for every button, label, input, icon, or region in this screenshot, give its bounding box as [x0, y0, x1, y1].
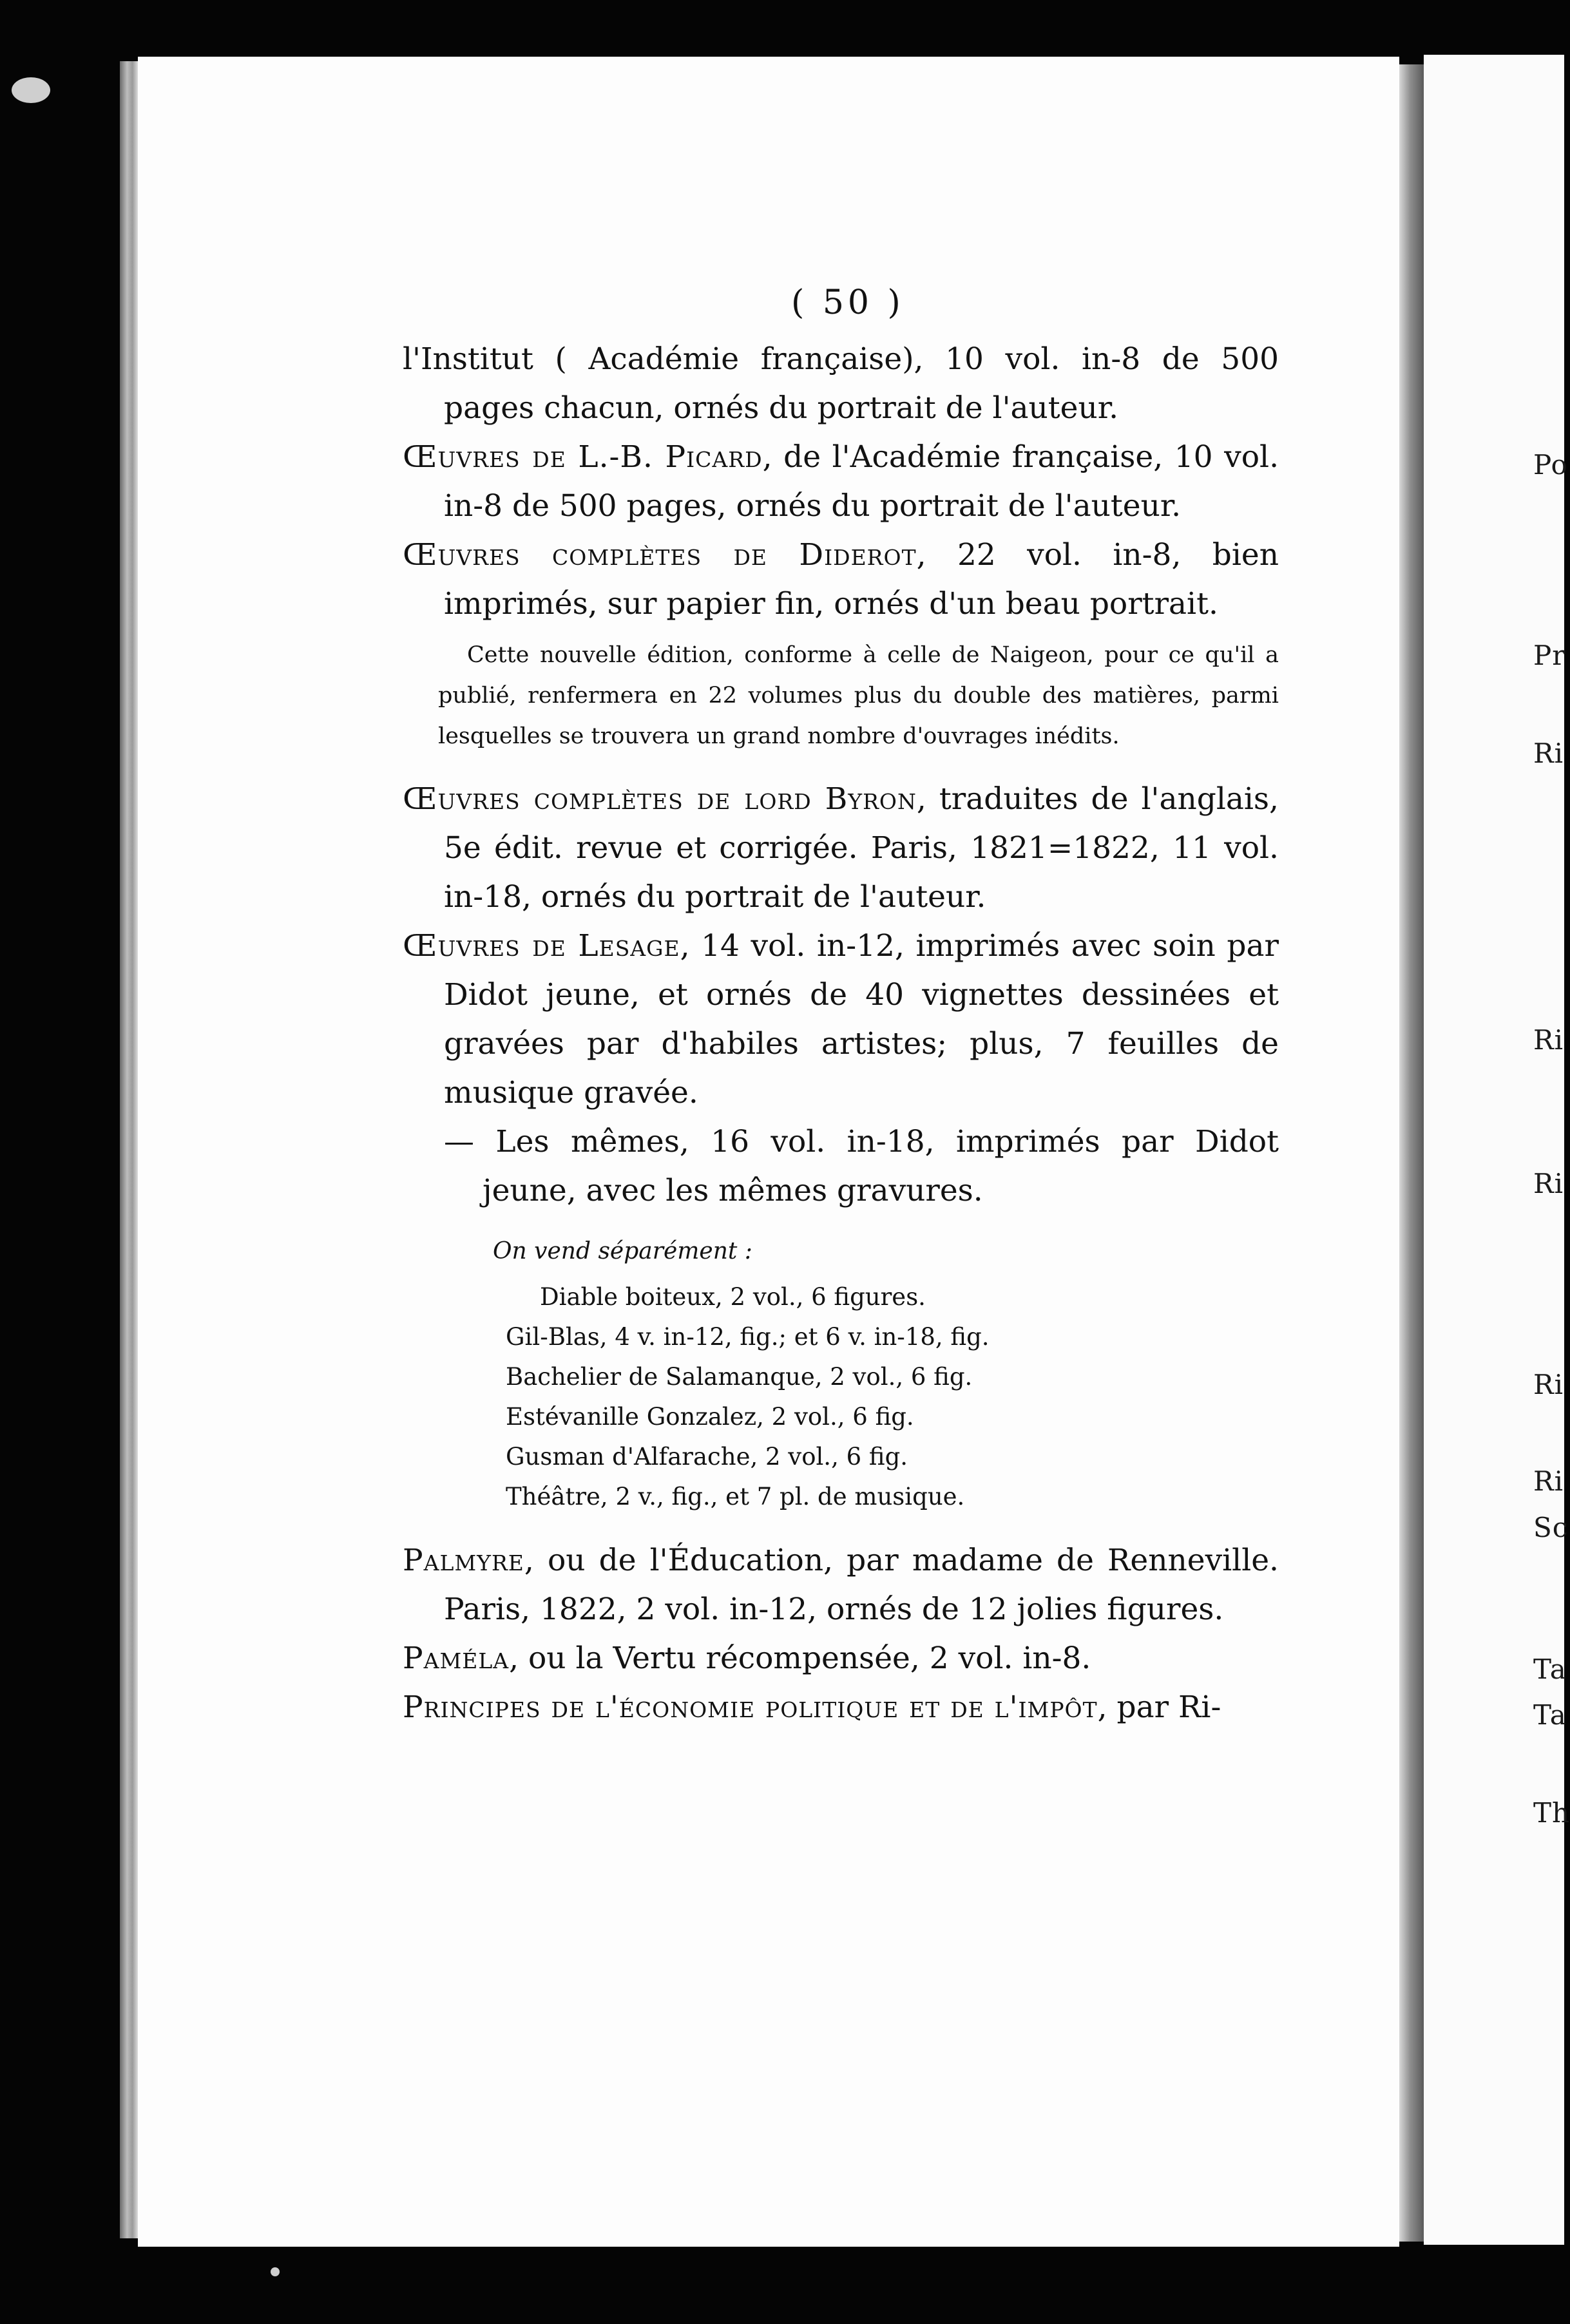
list-item: Diable boiteux, 2 vol., 6 figures. — [540, 1283, 926, 1311]
catalogue-entry — [403, 775, 1279, 922]
entry-title: Palmyre — [403, 1543, 524, 1578]
entry-text: l'Institut ( Académie française), 10 vol. in-8 de 500 pages chacun, ornés du portrait de l'auteur. — [403, 341, 1279, 426]
entry-title: Principes de l'économie politique et de l'impôt — [403, 1690, 1098, 1725]
entry-text: , ou la Vertu récompensée, 2 vol. in-8. — [509, 1641, 1091, 1676]
facing-line: Th — [1533, 1797, 1570, 1829]
entry-text: , 14 vol. in-12, imprimés avec soin par Didot jeune, et ornés de 40 vignettes dessinées et gravées par d'habiles artistes; plus, 7 feuilles de musique gravée. — [444, 928, 1279, 1110]
scan-artifact — [12, 77, 50, 103]
catalogue-entry — [403, 531, 1279, 629]
scan-binding-edge — [120, 61, 138, 2238]
page-gutter — [1399, 64, 1424, 2242]
facing-line: Ta — [1533, 1699, 1567, 1731]
separately-label: On vend séparément : — [493, 1238, 752, 1264]
list-item: Estévanille Gonzalez, 2 vol., 6 fig. — [506, 1403, 914, 1431]
catalogue-entry — [403, 1683, 1279, 1732]
entry-title: Œuvres de Lesage — [403, 928, 680, 964]
separately-list — [403, 1277, 1279, 1517]
facing-line: Ri — [1533, 1369, 1564, 1400]
facing-line: Ri — [1533, 1024, 1564, 1056]
catalogue-text — [403, 335, 1279, 1732]
entry-title: Œuvres complètes de Diderot — [403, 537, 917, 573]
diderot-note: Cette nouvelle édition, conforme à celle de Naigeon, pour ce qu'il a publié, renfermera en 22 volumes plus du double des matières, parmi lesquelles se trouvera un grand nombre d'ouvrages inédits. — [438, 642, 1279, 749]
entry-title: Œuvres de L.-B. Picard — [403, 439, 763, 475]
entry-text: , 22 vol. in-8, bien imprimés, sur papier fin, ornés d'un beau portrait. — [444, 537, 1279, 622]
entry-text: , par Ri- — [1097, 1690, 1221, 1725]
catalogue-entry — [403, 433, 1279, 531]
entry-text: , ou de l'Éducation, par madame de Renneville. Paris, 1822, 2 vol. in-12, ornés de 12 jolies figures. — [444, 1543, 1279, 1627]
catalogue-entry — [403, 335, 1279, 433]
catalogue-entry — [403, 922, 1279, 1118]
facing-line: Pr — [1533, 640, 1566, 671]
facing-line: Ri — [1533, 1465, 1564, 1497]
facing-line: Ta — [1533, 1653, 1567, 1685]
scan-artifact — [271, 2267, 280, 2276]
list-item: Théâtre, 2 v., fig., et 7 pl. de musique. — [506, 1483, 965, 1510]
catalogue-entry — [403, 1536, 1279, 1634]
entry-title: Paméla — [403, 1641, 510, 1676]
list-item: Gil-Blas, 4 v. in-12, fig.; et 6 v. in-18, fig. — [506, 1323, 990, 1351]
facing-line: Po — [1533, 449, 1568, 481]
facing-line: Ri — [1533, 1168, 1564, 1199]
catalogue-entry — [403, 1634, 1279, 1683]
list-item: Gusman d'Alfarache, 2 vol., 6 fig. — [506, 1443, 908, 1471]
page-number: ( 50 ) — [791, 283, 905, 322]
entry-title: Œuvres complètes de lord Byron — [403, 781, 917, 817]
entry-text: , traduites de l'anglais, 5e édit. revue et corrigée. Paris, 1821=1822, 11 vol. in-18, ornés du portrait de l'auteur. — [444, 781, 1279, 915]
facing-line: Sc — [1533, 1512, 1569, 1543]
lesage-sub-entry: — Les mêmes, 16 vol. in-18, imprimés par Didot jeune, avec les mêmes gravures. — [444, 1124, 1279, 1208]
facing-line: Ri — [1533, 738, 1564, 769]
entry-text: , de l'Académie française, 10 vol. in-8 de 500 pages, ornés du portrait de l'auteur. — [444, 439, 1279, 524]
list-item: Bachelier de Salamanque, 2 vol., 6 fig. — [506, 1363, 973, 1391]
facing-page-fragment — [1424, 55, 1570, 2245]
